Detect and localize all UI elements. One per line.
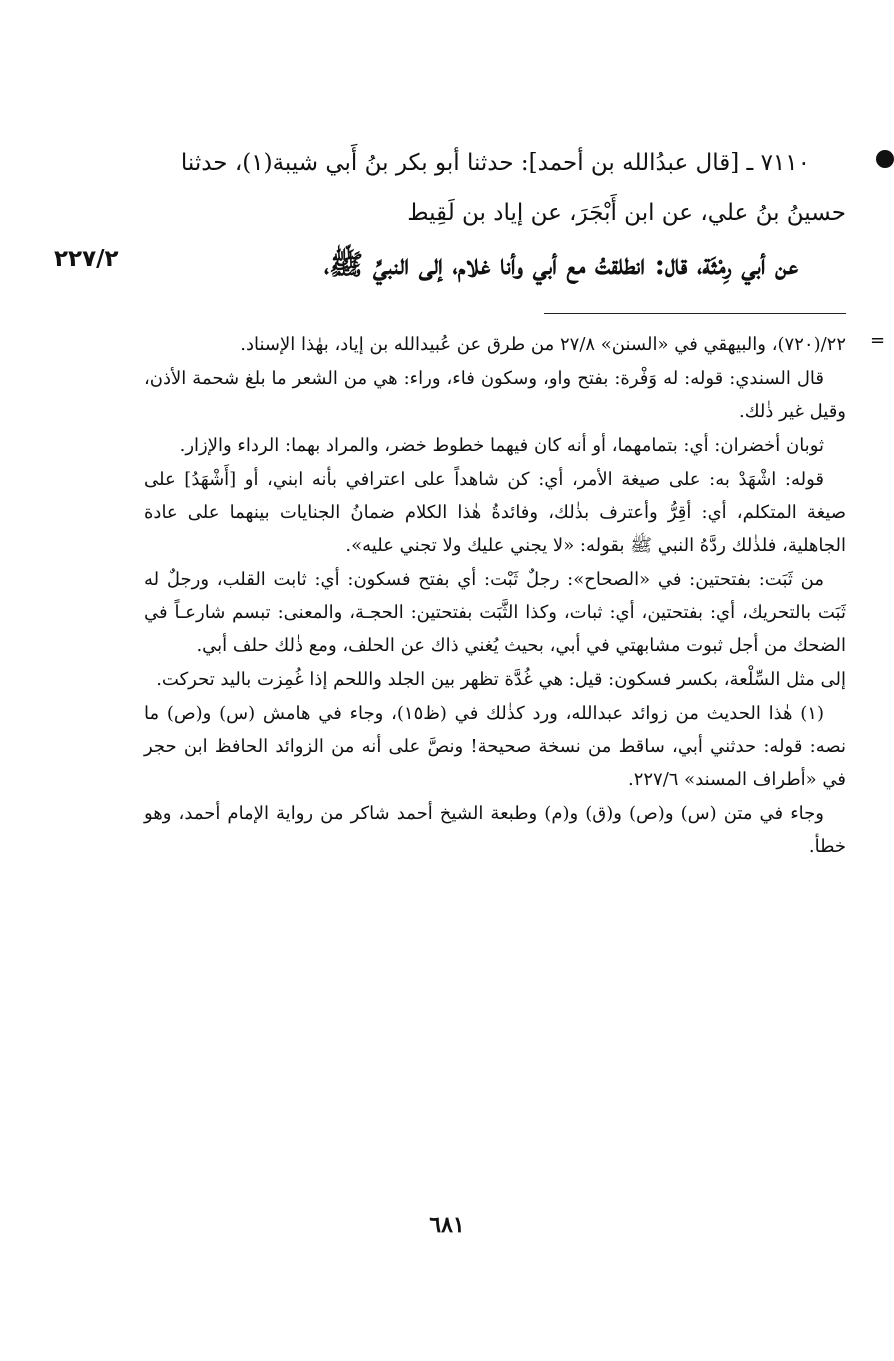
footnote-paragraph: ثوبان أخضران: أي: بتمامهما، أو أنه كان فيهما خطوط خضر، والمراد بهما: الرداء والإزار. bbox=[179, 435, 824, 456]
footnotes bbox=[144, 328, 846, 864]
footnote-paragraph: قال السندي: قوله: له وَفْرة: بفتح واو، وسكون فاء، وراء: هي من الشعر ما بلغ شحمة الأذن، وقيل غير ذٰلك. bbox=[144, 368, 846, 422]
hadith-bullet-icon bbox=[876, 150, 894, 168]
hadith-main-text: عن أبي رِمْثَة، قال: انطلقتُ مع أبي وأنا غلام، إلى النبيِّ ﷺ، bbox=[323, 248, 798, 281]
continuation-marker: = bbox=[870, 330, 886, 351]
margin-reference: ٢٢٧/٢ bbox=[54, 246, 119, 272]
footnote-paragraph: وجاء في متن (س) و(ص) و(ق) و(م) وطبعة الشيخ أحمد شاكر من رواية الإمام أحمد، وهو خطأ. bbox=[144, 803, 846, 857]
footnote-paragraph: قوله: اشْهَدْ به: على صيغة الأمر، أي: كن شاهداً على اعترافي بأنه ابني، أو [أَشْهَدُ] على صيغة المتكلم، أي: أقِرُّ وأعترف بذٰلك، وفائدةُ هٰذا الكلام ضمانُ الجنايات بينهما على عادة الجاهلية، فلذٰلك ردَّهُ النبي ﷺ بقوله: «لا يجني عليك ولا تجني عليه». bbox=[144, 469, 846, 556]
hadith-chain-line-1: ٧١١٠ ـ [قال عبدُالله بن أحمد]: حدثنا أبو بكر بنُ أَبي شيبة(١)، حدثنا bbox=[180, 150, 810, 176]
footnote-paragraph: (١) هٰذا الحديث من زوائد عبدالله، ورد كذٰلك في (ظ١٥)، وجاء في هامش (س) و(ص) ما نصه: قوله: حدثني أبي، ساقط من نسخة صحيحة! ونصَّ على أنه من الزوائد الحافظ ابن حجر في «أطراف المسند» ٢٢٧/٦. bbox=[144, 703, 846, 790]
footnote-divider bbox=[544, 313, 846, 314]
page-number: ٦٨١ bbox=[429, 1212, 465, 1238]
hadith-chain-line-2: حسينُ بنُ علي، عن ابن أَبْجَرَ، عن إياد بن لَقِيط bbox=[407, 200, 846, 226]
footnote-paragraph: إلى مثل السِّلْعة، بكسر فسكون: قيل: هي غُدَّة تظهر بين الجلد واللحم إذا غُمِزت باليد تحركت. bbox=[156, 669, 846, 690]
hadith-chain bbox=[144, 138, 846, 238]
footnote-paragraph: ٢٢/(٧٢٠)، والبيهقي في «السنن» ٢٧/٨ من طرق عن عُبيدالله بن إياد، بهٰذا الإسناد. bbox=[240, 334, 846, 355]
footnote-paragraph: من ثَبَت: بفتحتين: في «الصحاح»: رجلٌ ثَبْت: أي بفتح فسكون: أي: ثابت القلب، ورجلٌ له ثَبَت بالتحريك، أي: بفتحتين، أي: ثبات، وكذا الثَّبَت بفتحتين: الحجـة، والمعنى: تبسم شارعـاً في الضحك من أجل ثبوت مشابهتي في أبي، بحيث يُغني ذاك عن الحلف، ومع ذٰلك حلف أبي. bbox=[144, 569, 846, 656]
